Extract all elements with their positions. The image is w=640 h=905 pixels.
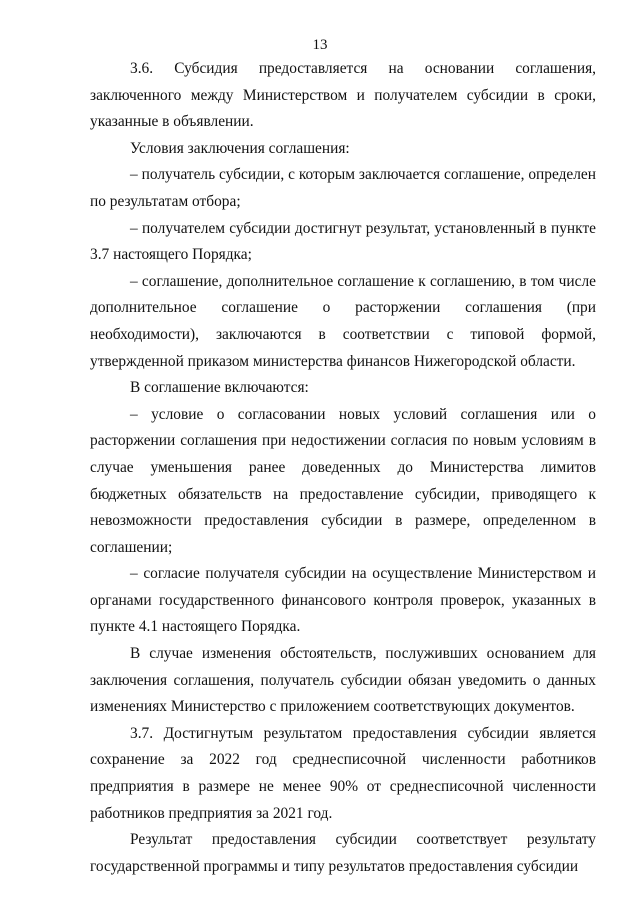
paragraph-included-consent: – согласие получателя субсидии на осуществление Министерством и органами государственного финансового контроля проверок, указанных в пункте 4.1 настоящего Порядка. (90, 565, 596, 636)
paragraph-3-7: 3.7. Достигнутым результатом предоставления субсидии является сохранение за 2022 год среднесписочной численности работников предприятия в размере не менее 90% от среднесписочной численности работников предприятия за 2021 год. (90, 724, 596, 822)
paragraph-3-6: 3.6. Субсидия предоставляется на основании соглашения, заключенного между Министерством и получателем субсидии в сроки, указанные в объявлении. (90, 60, 596, 131)
page-number: 13 (312, 37, 328, 53)
paragraph-conditions-heading: Условия заключения соглашения: (130, 139, 350, 157)
paragraph-result-correspondence: Результат предоставления субсидии соответствует результату государственной программы и типу результатов предоставления субсидии (90, 831, 596, 875)
paragraph-condition-form: – соглашение, дополнительное соглашение к соглашению, в том числе дополнительное соглашение о расторжении соглашения (при необходимости), заключаются в соответствии с типовой формой, утвержденной приказом министерства финансов Нижегородской области. (90, 272, 596, 370)
paragraph-condition-selection: – получатель субсидии, с которым заключается соглашение, определен по результатам отбора; (90, 166, 596, 210)
paragraph-included-renegotiation: – условие о согласовании новых условий соглашения или о расторжении соглашения при недостижении согласия по новым условиям в случае уменьшения ранее доведенных до Министерства лимитов бюджетных обязательств на предоставление субсидии, приводящего к невозможности предоставления субсидии в размере, определенном в соглашении; (90, 405, 596, 556)
paragraph-circumstances-change: В случае изменения обстоятельств, послуживших основанием для заключения соглашения, получатель субсидии обязан уведомить о данных изменениях Министерство с приложением соответствующих документов. (90, 645, 596, 716)
document-body (90, 56, 596, 880)
paragraph-included-heading: В соглашение включаются: (130, 379, 309, 397)
paragraph-condition-result: – получателем субсидии достигнут результат, установленный в пункте 3.7 настоящего Порядка; (90, 219, 596, 264)
